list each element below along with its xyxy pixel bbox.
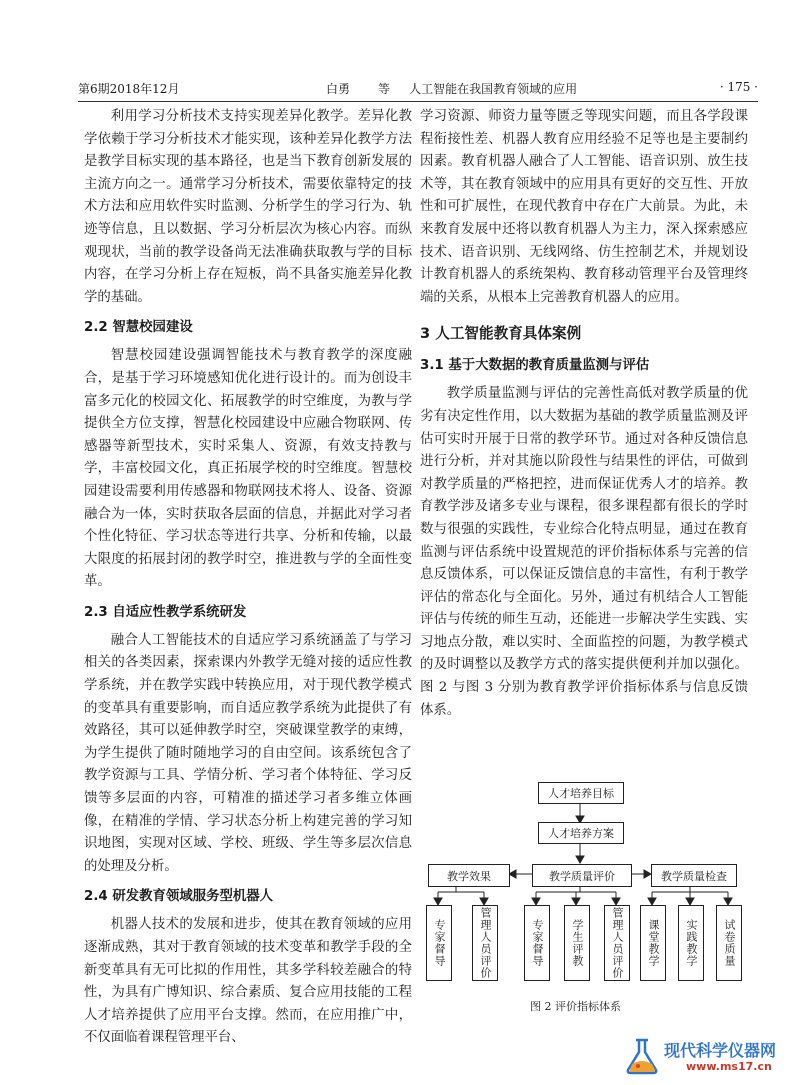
teaching-effect-box: 教学效果: [428, 864, 510, 887]
section-heading-3: 3 人工智能教育具体案例: [420, 325, 582, 343]
section-heading-3-1: 3.1 基于大数据的教育质量监测与评估: [420, 358, 650, 374]
header-rule: [78, 101, 758, 102]
header-title-line: [326, 80, 577, 97]
talent-plan-box: 人才培养方案: [538, 822, 624, 844]
author-name: 白勇: [326, 82, 351, 96]
leaf-box: 专家督导: [524, 905, 550, 981]
talent-goal-box: 人才培养目标: [538, 782, 624, 804]
paragraph: 教学质量监测与评估的完善性高低对教学质量的优劣有决定性作用，以大数据为基础的教学质量监测及评估可实时开展于日常的教学环节。通过对各种反馈信息进行分析，并对其施以阶段性与结果性的评估，可做到对教学质量的严格把控，进而保证优秀人才的培养。教育教学涉及诸多专业与课程，很多课程都有很长的学时数与很强的实践性，专业综合化特点明显，通过在教育监测与评估系统中设置规范的评价指标体系与完善的信息反馈体系，可以保证反馈信息的丰富性，有利于教学评估的常态化与全面化。另外，通过有机结合人工智能评估与传统的师生互动，还能进一步解决学生实践、实习地点分散，难以实时、全面监控的问题，为教学模式的及时调整以及教学方式的落实提供便利并加以强化。图 2 与图 3 分别为教育教学评价指标体系与信息反馈体系。: [420, 386, 748, 718]
page-number: · 175 ·: [719, 80, 758, 94]
leaf-box: 管理人员评价: [604, 905, 630, 981]
evaluation-index-diagram: [420, 778, 750, 1008]
section-heading-2-4: 2.4 研发教育领域服务型机器人: [84, 889, 274, 905]
author-suffix: 等: [378, 82, 391, 96]
paragraph: 利用学习分析技术支持实现差异化教学。差异化教学依赖于学习分析技术才能实现，该种差异化教学方法是教学目标实现的基本路径，也是当下教育创新发展的主流方向之一。通常学习分析技术，需要依靠特定的技术方法和应用软件实时监测、分析学生的学习行为、轨迹等信息，且以数据、学习分析层次为核心内容。而纵观现状，当前的教学设备尚无法准确获取教与学的目标内容，在学习分析上存在短板，尚不具备实施差异化教学的基础。: [84, 109, 412, 305]
paragraph: 学习资源、师资力量等匮乏等现实问题，而且各学段课程衔接性差、机器人教育应用经验不足等也是主要制约因素。教育机器人融合了人工智能、语音识别、放生技术等，其在教育领域中的应用具有更好的交互性、开放性和可扩展性，在现代教育中存在广大前景。为此，未来教育发展中还将以教育机器人为主力，深入探索感应技术、语音识别、无线网络、仿生控制艺术，并规划设计教育机器人的系统架构、教育移动管理平台及管理终端的关系，从根本上完善教育机器人的应用。: [420, 109, 748, 305]
right-column: [420, 106, 748, 722]
leaf-box: 专家督导: [426, 905, 452, 981]
section-heading-2-2: 2.2 智慧校园建设: [84, 320, 193, 336]
leaf-box: 课堂教学: [640, 905, 666, 981]
watermark-name: 现代科学仪器网: [664, 1041, 777, 1060]
left-column: [84, 106, 412, 1050]
issue-label: 第6期2018年12月: [78, 82, 180, 96]
watermark-url: www.ms17.cn: [686, 1060, 772, 1073]
quality-check-box: 教学质量检查: [651, 864, 737, 887]
article-title: 人工智能在我国教育领域的应用: [409, 82, 578, 96]
watermark: [622, 1034, 790, 1078]
paragraph: 融合人工智能技术的自适应学习系统涵盖了与学习相关的各类因素，探索课内外教学无缝对接的适应性教学系统，并在教学实践中转换应用，对于现代教学模式的变革具有重要影响，而自适应教学系统为此提供了有效路径，其可以延伸教学时空，突破课堂教学的束缚，为学生提供了随时随地学习的自由空间。该系统包含了教学资源与工具、学情分析、学习者个体特征、学习反馈等多层面的内容，可精准的描述学习者多维立体画像，在精准的学情、学习状态分析上构建完善的学习知识地图，实现对区域、学校、班级、学生等多层次信息的处理及分析。: [84, 632, 412, 874]
quality-evaluation-box: 教学质量评价: [532, 864, 632, 887]
running-header: [78, 80, 758, 98]
flask-logo-icon: [622, 1036, 662, 1076]
leaf-box: 管理人员评价: [472, 905, 498, 981]
leaf-box: 实践教学: [678, 905, 704, 981]
paragraph: 机器人技术的发展和进步，使其在教育领域的应用逐渐成熟，其对于教育领域的技术变革和教学手段的全新变革具有无可比拟的作用性，其多学科较差融合的特性，为具有广博知识、综合素质、复合应用技能的工程人才培养提供了应用平台支撑。然而，在应用推广中，不仅面临着课程管理平台、: [84, 917, 412, 1046]
section-heading-2-3: 2.3 自适应性教学系统研发: [84, 604, 247, 620]
leaf-box: 试卷质量: [716, 905, 742, 981]
leaf-box: 学生评教: [564, 905, 590, 981]
figure-caption: 图 2 评价指标体系: [530, 1000, 621, 1013]
paragraph: 智慧校园建设强调智能技术与教育教学的深度融合，是基于学习环境感知优化进行设计的。而为创设丰富多元化的校园文化、拓展教学的时空维度，为教与学提供全方位支撑，智慧化校园建设中应融合物联网、传感器等新型技术，实时采集人、资源，有效支持教与学，丰富校园文化，真正拓展学校的时空维度。智慧校园建设需要利用传感器和物联网技术将人、设备、资源融合为一体，实时获取各层面的信息，并据此对学习者个性化特征、学习状态等进行共享、分析和传输，以最大限度的拓展封闭的教学时空，推进教与学的全面性变革。: [84, 348, 412, 590]
